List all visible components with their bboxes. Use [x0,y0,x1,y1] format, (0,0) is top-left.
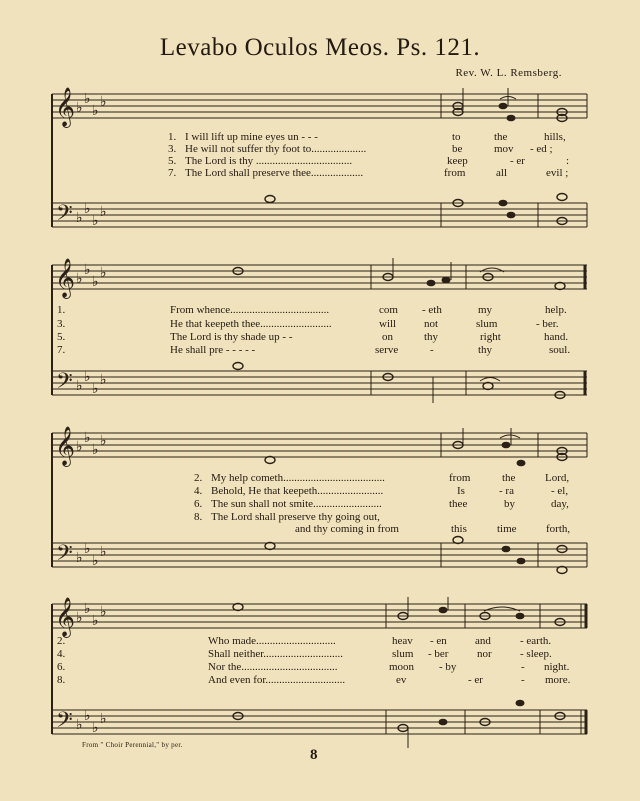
svg-text:♭: ♭ [100,711,107,727]
page-number: 8 [310,747,318,763]
svg-text:♭: ♭ [76,210,83,226]
syllable: - [521,661,525,673]
syllable: by [504,498,515,510]
svg-text:♭: ♭ [76,100,83,116]
verse-text: He will not suffer thy foot to.................... [185,143,367,155]
verse-text: and thy coming in from [295,523,399,535]
syllable: soul. [549,344,571,356]
svg-text:♭: ♭ [84,541,91,557]
syllable: hand. [544,331,569,343]
svg-text:♭: ♭ [84,430,91,446]
lyric-line [168,167,363,179]
syllable: more. [545,674,571,686]
syllable: be [452,143,463,155]
syllable: - [521,674,525,686]
syllable: Is [457,485,465,497]
syllable: forth, [546,523,571,535]
treble-clef-icon: 𝄞 [55,87,76,127]
verse-text: And even for............................. [208,674,346,686]
syllable: - ed ; [530,143,553,155]
svg-text:♭: ♭ [100,372,107,388]
verse-number: 2. [194,472,203,484]
svg-text:♭: ♭ [76,717,83,733]
syllable: evil ; [546,167,569,179]
syllable: com [379,304,398,316]
svg-text:♭: ♭ [92,103,99,119]
syllable: thee [449,498,468,510]
svg-text:♭: ♭ [100,604,107,620]
syllable: all [496,167,507,179]
syllable: keep [447,155,468,167]
verse-text: The Lord shall preserve thee................... [185,167,364,179]
syllable: slum [476,318,498,330]
syllable: the [494,131,508,143]
verse-text: He that keepeth thee.......................... [170,318,332,330]
verse-number: 6. [194,498,203,510]
verse-number: 8. [194,511,203,523]
verse-text: I will lift up mine eyes un - - - [185,131,318,143]
svg-text:♭: ♭ [84,201,91,217]
syllable: will [379,318,397,330]
svg-text:♭: ♭ [76,378,83,394]
lyric-line [194,498,382,510]
syllable: day, [551,498,569,510]
syllable: - earth. [520,635,552,647]
syllable: - ra [499,485,514,497]
lyric-line [194,511,380,523]
syllable: from [444,167,466,179]
verse-text: From whence.................................... [170,304,330,316]
svg-text:♭: ♭ [100,204,107,220]
verse-text: The Lord shall preserve thy going out, [211,511,380,523]
verse-number: 3. [57,318,66,330]
svg-text:♭: ♭ [84,369,91,385]
verse-number: 1. [168,131,177,143]
treble-clef-icon: 𝄞 [55,258,76,298]
svg-text:♭: ♭ [76,610,83,626]
syllable: moon [389,661,415,673]
svg-text:♭: ♭ [92,720,99,736]
verse-number: 2. [57,635,66,647]
staff-2-bass [52,371,587,395]
verse-number: 7. [57,344,66,356]
verse-number: 4. [57,648,66,660]
syllable: to [452,131,461,143]
syllable: and [475,635,491,647]
verse-number: 4. [194,485,203,497]
syllable: from [449,472,471,484]
svg-text:♭: ♭ [76,271,83,287]
syllable: heav [392,635,413,647]
syllable: this [451,523,467,535]
staff-2-treble [52,265,587,289]
bass-clef-icon: 𝄢 [56,201,73,231]
svg-text:♭: ♭ [92,274,99,290]
syllable: ev [396,674,407,686]
svg-text:♭: ♭ [100,265,107,281]
svg-text:♭: ♭ [100,544,107,560]
verse-text: He shall pre - - - - - [170,344,256,356]
syllable: right [480,331,501,343]
svg-text:♭: ♭ [100,433,107,449]
verse-text: Who made............................. [208,635,336,647]
filled-note-heads [427,103,526,726]
syllable: - er [468,674,483,686]
svg-text:♭: ♭ [92,213,99,229]
svg-text:♭: ♭ [100,94,107,110]
syllable: - [430,344,434,356]
syllable: : [566,155,570,167]
verse-number: 5. [57,331,66,343]
syllable: help. [545,304,567,316]
syllable: Lord, [545,472,570,484]
svg-text:♭: ♭ [84,262,91,278]
verse-text: The Lord is thy shade up - - [170,331,293,343]
syllable: - el, [551,485,569,497]
treble-clef-icon: 𝄞 [55,426,76,466]
source-credit: From " Choir Perennial," by per. [82,741,183,749]
syllable: - by [439,661,457,673]
syllable: - er [510,155,525,167]
verse-text: Behold, He that keepeth........................ [211,485,384,497]
bass-clef-icon: 𝄢 [56,708,73,738]
flat-icons [76,91,107,736]
treble-clef-icon: 𝄞 [55,597,76,637]
svg-text:♭: ♭ [84,601,91,617]
staff-4-bass [52,710,587,734]
lyric-line [168,131,318,143]
svg-text:♭: ♭ [92,442,99,458]
verse-number: 3. [168,143,177,155]
syllable: - ber [428,648,449,660]
syllable: time [497,523,517,535]
lyric-line [194,472,385,484]
svg-text:♭: ♭ [92,553,99,569]
verse-number: 5. [168,155,177,167]
syllable: hills, [544,131,566,143]
verse-text: The sun shall not smite......................... [211,498,382,510]
syllable: night. [544,661,570,673]
verse-text: Nor the................................... [208,661,338,673]
svg-text:♭: ♭ [76,439,83,455]
syllable: - eth [422,304,442,316]
page-title: Levabo Oculos Meos. Ps. 121. [159,34,481,61]
verse-number: 6. [57,661,66,673]
lyric-line [194,485,383,497]
lyric-line [168,143,366,155]
syllable: slum [392,648,414,660]
syllable: thy [424,331,439,343]
svg-text:♭: ♭ [84,91,91,107]
verse-number: 8. [57,674,66,686]
svg-text:♭: ♭ [76,550,83,566]
bass-clef-icon: 𝄢 [56,541,73,571]
syllable: nor [477,648,492,660]
syllable: my [478,304,493,316]
verse-text: The Lord is thy ................................... [185,155,353,167]
bass-clef-icon: 𝄢 [56,369,73,399]
syllable: mov [494,143,514,155]
syllable: the [502,472,516,484]
verse-number: 1. [57,304,66,316]
svg-text:♭: ♭ [92,613,99,629]
verse-number: 7. [168,167,177,179]
syllable: on [382,331,393,343]
syllable: - sleep. [520,648,552,660]
syllable: thy [478,344,493,356]
syllable: serve [375,344,399,356]
verse-text: My help cometh..................................... [211,472,385,484]
syllable: not [424,318,439,330]
syllable: - en [430,635,447,647]
lyric-line [168,155,352,167]
author-credit: Rev. W. L. Remsberg. [455,67,562,79]
svg-text:♭: ♭ [84,708,91,724]
verse-text: Shall neither............................. [208,648,344,660]
syllable: - ber. [536,318,559,330]
svg-text:♭: ♭ [92,381,99,397]
